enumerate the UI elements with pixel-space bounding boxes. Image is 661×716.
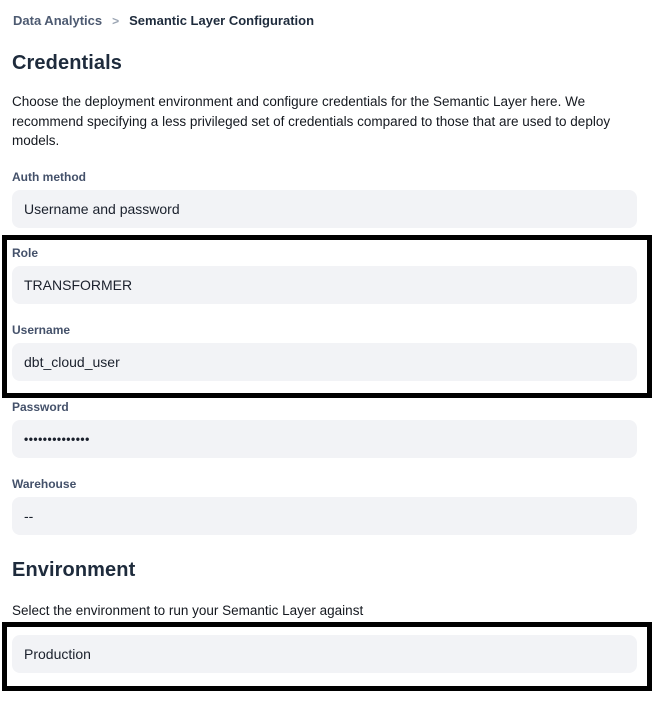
username-field-group	[12, 323, 637, 381]
role-value: TRANSFORMER	[24, 276, 133, 293]
warehouse-value: --	[24, 507, 34, 524]
role-field-group	[12, 246, 637, 304]
chevron-right-icon: >	[112, 13, 120, 28]
auth-method-field[interactable]	[12, 190, 637, 228]
breadcrumb	[13, 13, 661, 28]
password-field[interactable]	[12, 420, 637, 458]
username-label: Username	[12, 322, 71, 337]
breadcrumb-item-data-analytics[interactable]: Data Analytics	[13, 13, 103, 28]
environment-highlight-box	[2, 622, 652, 691]
warehouse-field-group	[12, 477, 637, 535]
breadcrumb-item-current: Semantic Layer Configuration	[129, 13, 315, 28]
auth-method-field-group	[12, 170, 637, 228]
environment-select[interactable]	[12, 635, 637, 673]
credentials-description: Choose the deployment environment and configure credentials for the Semantic Layer here. We recommend specifying a less privileged set of credentials compared to those that are used to deploy models.	[12, 94, 611, 149]
auth-method-value: Username and password	[24, 200, 180, 217]
warehouse-label: Warehouse	[12, 476, 77, 491]
role-field[interactable]	[12, 266, 637, 304]
username-field[interactable]	[12, 343, 637, 381]
warehouse-field[interactable]	[12, 497, 637, 535]
role-label: Role	[12, 245, 39, 260]
password-field-group	[12, 400, 637, 458]
environment-field-group	[12, 635, 637, 673]
role-username-highlight-box	[2, 235, 652, 398]
credentials-heading: Credentials	[12, 52, 123, 74]
environment-value: Production	[24, 646, 91, 663]
environment-description: Select the environment to run your Semantic Layer against	[12, 602, 364, 618]
environment-heading: Environment	[12, 558, 136, 581]
auth-method-label: Auth method	[12, 169, 86, 184]
username-value: dbt_cloud_user	[24, 353, 120, 370]
password-label: Password	[12, 399, 69, 414]
password-masked-value: ••••••••••••••	[24, 431, 90, 446]
